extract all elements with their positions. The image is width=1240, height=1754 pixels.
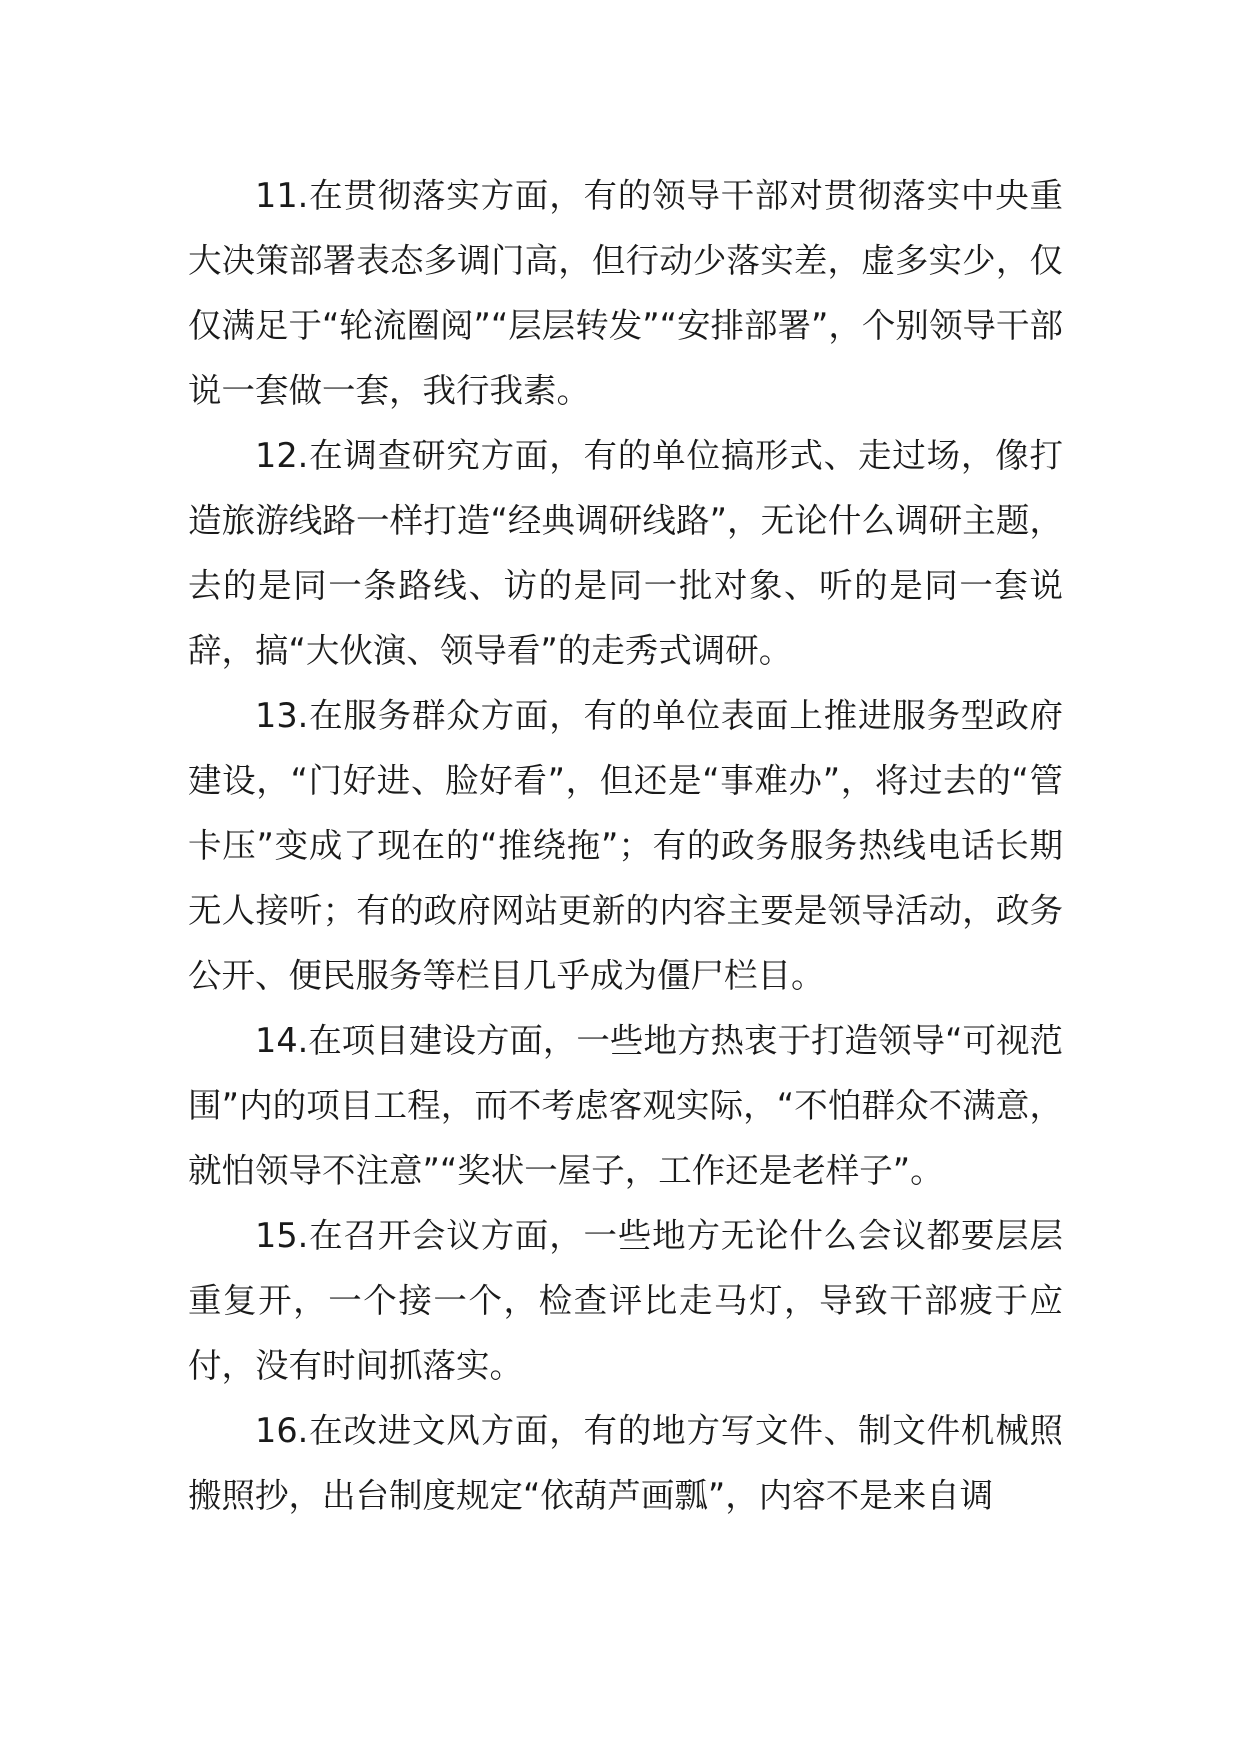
paragraph-11: 11.在贯彻落实方面，有的领导干部对贯彻落实中央重大决策部署表态多调门高，但行动少落实差，虚多实少，仅仅满足于“轮流圈阅”“层层转发”“安排部署”，个别领导干部说一套做一套，我行我素。 xyxy=(188,176,1063,410)
paragraph-16: 16.在改进文风方面，有的地方写文件、制文件机械照搬照抄，出台制度规定“依葫芦画瓢”，内容不是来自调 xyxy=(188,1411,1063,1515)
paragraph-14: 14.在项目建设方面，一些地方热衷于打造领导“可视范围”内的项目工程，而不考虑客观实际，“不怕群众不满意，就怕领导不注意”“奖状一屋子，工作还是老样子”。 xyxy=(188,1021,1063,1190)
paragraph-12: 12.在调查研究方面，有的单位搞形式、走过场，像打造旅游线路一样打造“经典调研线路”，无论什么调研主题，去的是同一条路线、访的是同一批对象、听的是同一套说辞，搞“大伙演、领导看”的走秀式调研。 xyxy=(188,436,1063,670)
document-body xyxy=(188,163,1063,1528)
paragraph-15: 15.在召开会议方面，一些地方无论什么会议都要层层重复开，一个接一个，检查评比走马灯，导致干部疲于应付，没有时间抓落实。 xyxy=(188,1216,1063,1385)
paragraph-13: 13.在服务群众方面，有的单位表面上推进服务型政府建设，“门好进、脸好看”，但还是“事难办”，将过去的“管卡压”变成了现在的“推绕拖”；有的政务服务热线电话长期无人接听；有的政府网站更新的内容主要是领导活动，政务公开、便民服务等栏目几乎成为僵尸栏目。 xyxy=(188,696,1063,995)
